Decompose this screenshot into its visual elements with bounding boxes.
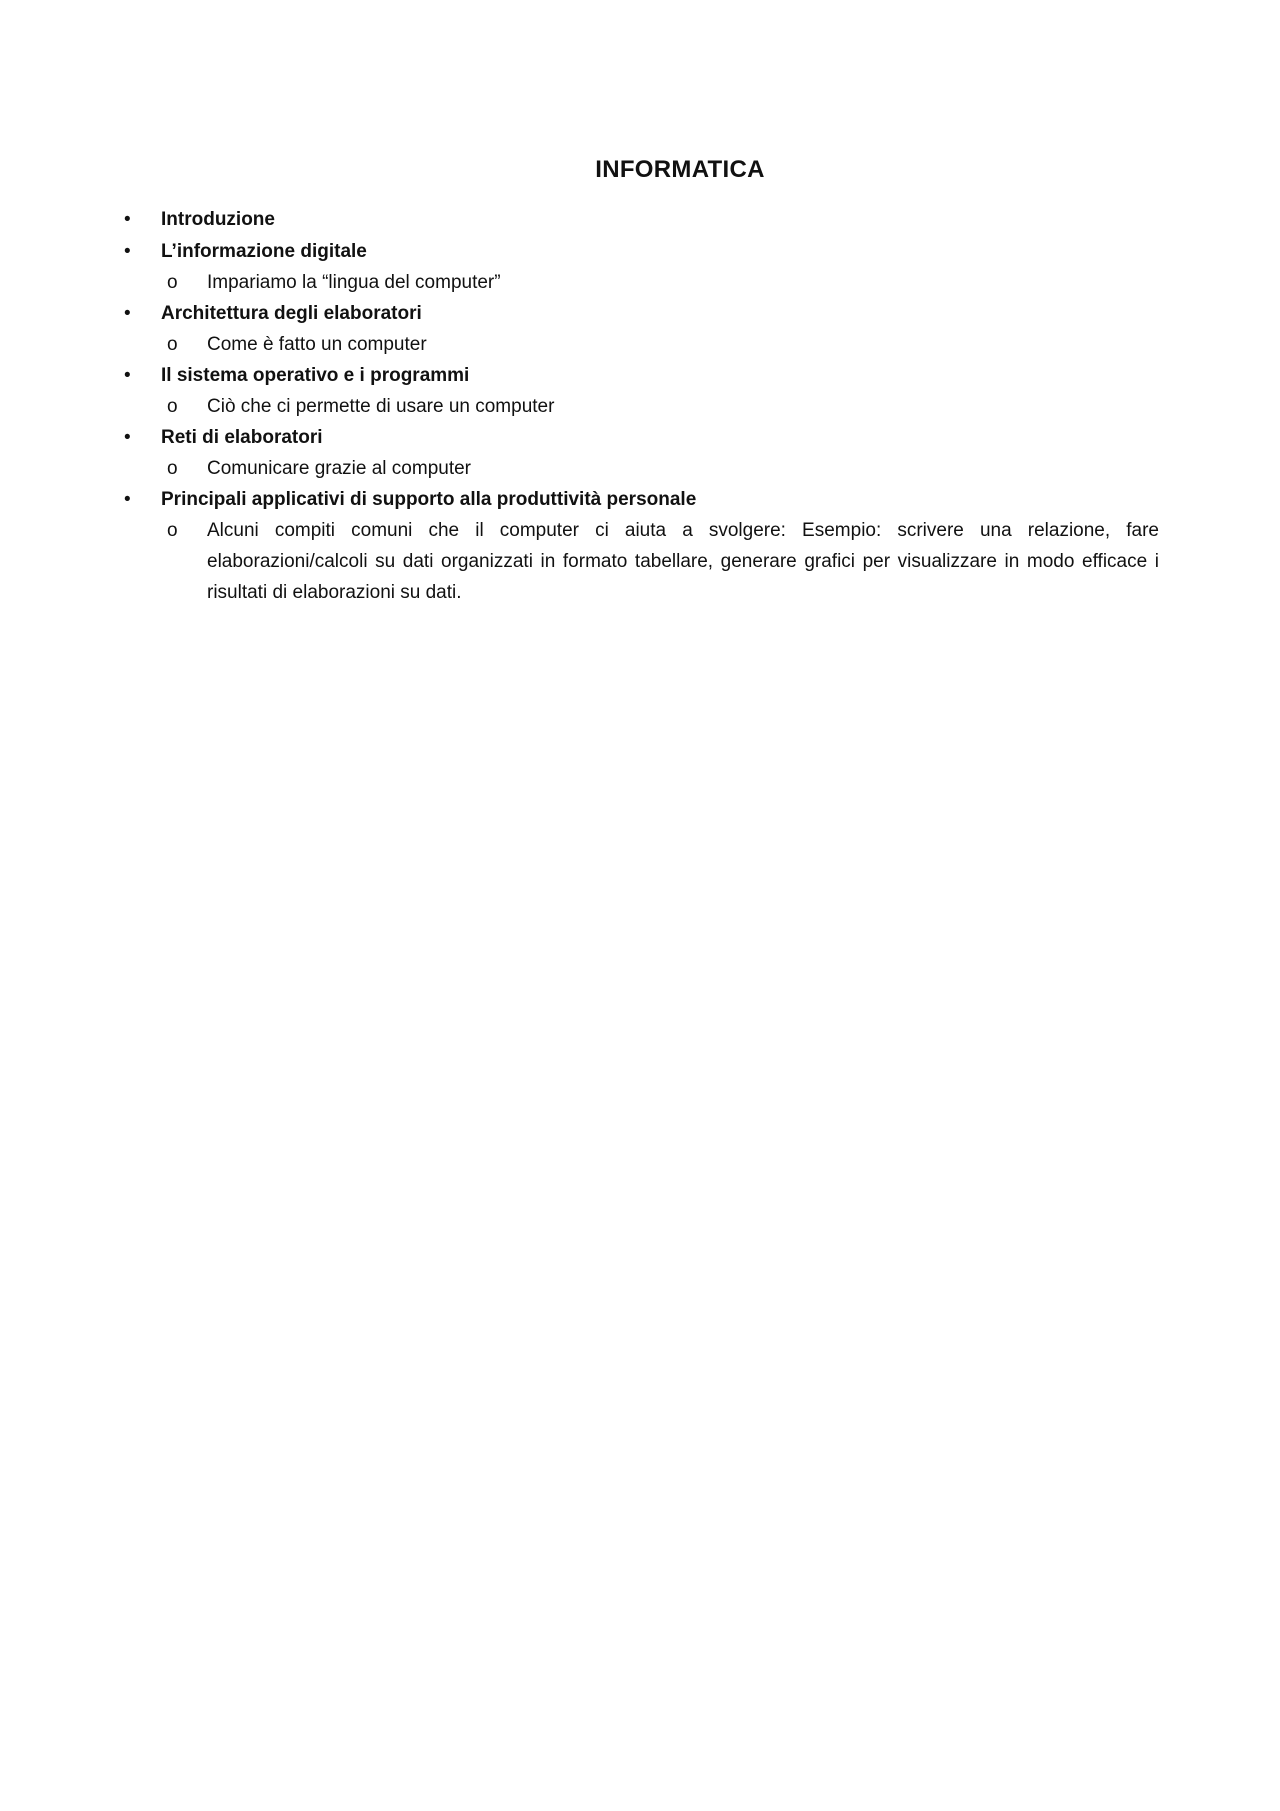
sub-list-item (161, 453, 1280, 484)
topic-label: Principali applicativi di supporto alla produttività personale (161, 489, 697, 510)
sub-list-item (161, 391, 1280, 422)
list-item (0, 298, 1280, 360)
list-item (0, 422, 1280, 484)
topic-label: Reti di elaboratori (161, 427, 323, 448)
sub-bullet-icon: o (167, 272, 178, 293)
sub-list (161, 453, 1280, 484)
topic-outline (0, 204, 1280, 608)
list-item (0, 236, 1280, 298)
bullet-icon: • (124, 365, 131, 386)
subtopic-text: Alcuni compiti comuni che il computer ci aiuta a svolgere: Esempio: scrivere una relazione, fare elaborazioni/calcoli su dati organizzati in formato tabellare, generare grafici per visualizzare in modo efficace i risultati di elaborazioni su dati. (207, 520, 1159, 603)
topic-label: L’informazione digitale (161, 241, 367, 262)
sub-bullet-icon: o (167, 334, 178, 355)
subtopic-text: Ciò che ci permette di usare un computer (207, 396, 555, 417)
bullet-icon: • (124, 241, 131, 262)
list-item (0, 204, 1280, 236)
sub-list-item (161, 515, 1280, 608)
sub-list (161, 391, 1280, 422)
sub-bullet-icon: o (167, 396, 178, 417)
sub-bullet-icon: o (167, 520, 178, 541)
sub-list (161, 329, 1280, 360)
bullet-icon: • (124, 303, 131, 324)
subtopic-text: Come è fatto un computer (207, 334, 427, 355)
sub-list-item (161, 329, 1280, 360)
bullet-icon: • (124, 209, 131, 230)
topic-label: Introduzione (161, 209, 275, 230)
list-item (0, 484, 1280, 608)
list-item (0, 360, 1280, 422)
topic-label: Il sistema operativo e i programmi (161, 365, 470, 386)
subtopic-text: Impariamo la “lingua del computer” (207, 272, 501, 293)
sub-list (161, 515, 1280, 608)
page-title: INFORMATICA (595, 156, 765, 183)
bullet-icon: • (124, 427, 131, 448)
sub-list-item (161, 267, 1280, 298)
subtopic-text: Comunicare grazie al computer (207, 458, 472, 479)
bullet-icon: • (124, 489, 131, 510)
sub-list (161, 267, 1280, 298)
topic-label: Architettura degli elaboratori (161, 303, 422, 324)
sub-bullet-icon: o (167, 458, 178, 479)
